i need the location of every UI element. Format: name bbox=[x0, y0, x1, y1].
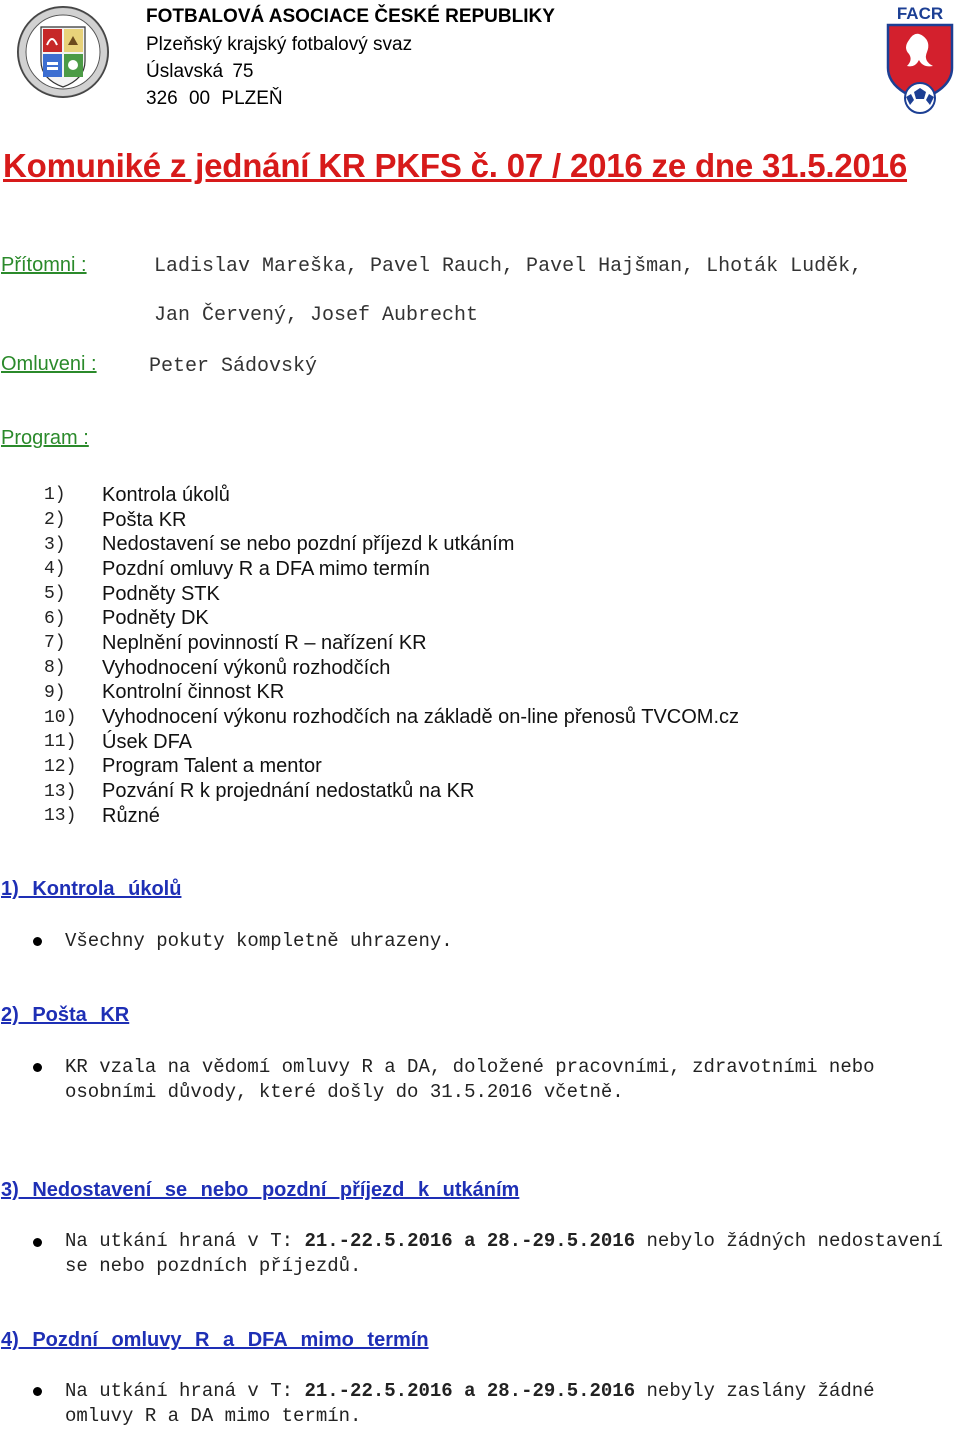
program-item-number: 13) bbox=[44, 806, 77, 827]
program-item-number: 10) bbox=[44, 707, 77, 728]
present-names-line2: Jan Červený, Josef Aubrecht bbox=[154, 304, 479, 327]
program-item-text: Vyhodnocení výkonů rozhodčích bbox=[102, 656, 391, 679]
body-text: Na utkání hraná v T: bbox=[65, 1380, 305, 1402]
list-item bbox=[44, 508, 739, 533]
list-item bbox=[44, 532, 739, 557]
left-logo bbox=[16, 5, 110, 99]
list-item bbox=[44, 681, 739, 706]
bullet-icon bbox=[33, 1387, 42, 1396]
list-item bbox=[44, 730, 739, 755]
org-street: Úslavská 75 bbox=[146, 61, 254, 82]
list-item bbox=[44, 656, 739, 681]
program-item-number: 4) bbox=[44, 559, 66, 580]
program-item-number: 2) bbox=[44, 510, 66, 531]
section-heading-1: 1) Kontrola úkolů bbox=[1, 878, 182, 900]
body-dates: 21.-22.5.2016 a 28.-29.5.2016 bbox=[304, 1380, 636, 1402]
program-item-text: Neplnění povinností R – nařízení KR bbox=[102, 631, 427, 654]
section-heading-2: 2) Pošta KR bbox=[1, 1004, 130, 1026]
list-item bbox=[44, 631, 739, 656]
org-name: FOTBALOVÁ ASOCIACE ČESKÉ REPUBLIKY bbox=[146, 6, 555, 27]
program-item-text: Vyhodnocení výkonu rozhodčích na základě on-line přenosů TVCOM.cz bbox=[102, 706, 740, 729]
program-item-number: 5) bbox=[44, 584, 66, 605]
list-item bbox=[44, 705, 739, 730]
program-item-number: 6) bbox=[44, 608, 66, 629]
program-item-text: Podněty STK bbox=[102, 582, 220, 605]
list-item bbox=[44, 606, 739, 631]
org-city: 326 00 PLZEŇ bbox=[146, 88, 283, 109]
facr-logo bbox=[882, 2, 958, 116]
list-item bbox=[44, 779, 739, 804]
program-item-number: 3) bbox=[44, 534, 66, 555]
program-item-text: Různé bbox=[102, 804, 160, 827]
bullet-icon bbox=[33, 937, 42, 946]
excused-names: Peter Sádovský bbox=[149, 355, 318, 378]
body-text: Na utkání hraná v T: bbox=[65, 1230, 305, 1252]
bullet-icon bbox=[33, 1238, 42, 1247]
program-item-text: Pozvání R k projednání nedostatků na KR bbox=[102, 780, 475, 803]
program-item-number: 9) bbox=[44, 682, 66, 703]
section-body-1: Všechny pokuty kompletně uhrazeny. bbox=[65, 930, 453, 952]
list-item bbox=[44, 483, 739, 508]
section-body-2: KR vzala na vědomí omluvy R a DA, doložené pracovními, zdravotními nebo osobními důvody, které došly do 31.5.2016 včetně. bbox=[65, 1056, 875, 1103]
body-text: nebylo žádných nedostavení se nebo pozdních příjezdů. bbox=[65, 1230, 943, 1277]
bullet-icon bbox=[33, 1063, 42, 1072]
program-item-text: Pošta KR bbox=[102, 508, 187, 531]
section-body-3 bbox=[65, 1229, 945, 1279]
program-item-text: Nedostavení se nebo pozdní příjezd k utkáním bbox=[102, 533, 515, 556]
list-item bbox=[44, 755, 739, 780]
program-item-text: Program Talent a mentor bbox=[102, 755, 322, 778]
program-list bbox=[44, 483, 739, 829]
program-item-text: Kontrola úkolů bbox=[102, 483, 230, 506]
list-item bbox=[44, 804, 739, 829]
program-item-number: 7) bbox=[44, 633, 66, 654]
section-body-4 bbox=[65, 1379, 945, 1429]
list-item bbox=[44, 582, 739, 607]
section-heading-4: 4) Pozdní omluvy R a DFA mimo termín bbox=[1, 1329, 429, 1351]
sub-org-name: Plzeňský krajský fotbalový svaz bbox=[146, 34, 413, 55]
program-item-text: Kontrolní činnost KR bbox=[102, 681, 285, 704]
program-item-number: 13) bbox=[44, 781, 77, 802]
body-dates: 21.-22.5.2016 a 28.-29.5.2016 bbox=[304, 1230, 636, 1252]
excused-label: Omluveni : bbox=[1, 353, 97, 375]
present-label: Přítomni : bbox=[1, 254, 87, 276]
list-item bbox=[44, 557, 739, 582]
present-names-line1: Ladislav Mareška, Pavel Rauch, Pavel Hajšman, Lhoták Luděk, bbox=[154, 255, 863, 278]
program-item-text: Úsek DFA bbox=[102, 730, 193, 753]
program-item-number: 1) bbox=[44, 485, 66, 506]
program-item-number: 12) bbox=[44, 756, 77, 777]
body-text: nebyly zaslány žádné omluvy R a DA mimo termín. bbox=[65, 1380, 875, 1427]
program-item-text: Podněty DK bbox=[102, 607, 209, 630]
program-label: Program : bbox=[1, 427, 89, 449]
program-item-number: 11) bbox=[44, 732, 77, 753]
facr-logo-text: FACR bbox=[896, 4, 944, 23]
page-title: Komuniké z jednání KR PKFS č. 07 / 2016 ze dne 31.5.2016 bbox=[3, 147, 908, 184]
program-item-number: 8) bbox=[44, 658, 66, 679]
program-item-text: Pozdní omluvy R a DFA mimo termín bbox=[102, 557, 430, 580]
section-heading-3: 3) Nedostavení se nebo pozdní příjezd k utkáním bbox=[1, 1179, 520, 1201]
